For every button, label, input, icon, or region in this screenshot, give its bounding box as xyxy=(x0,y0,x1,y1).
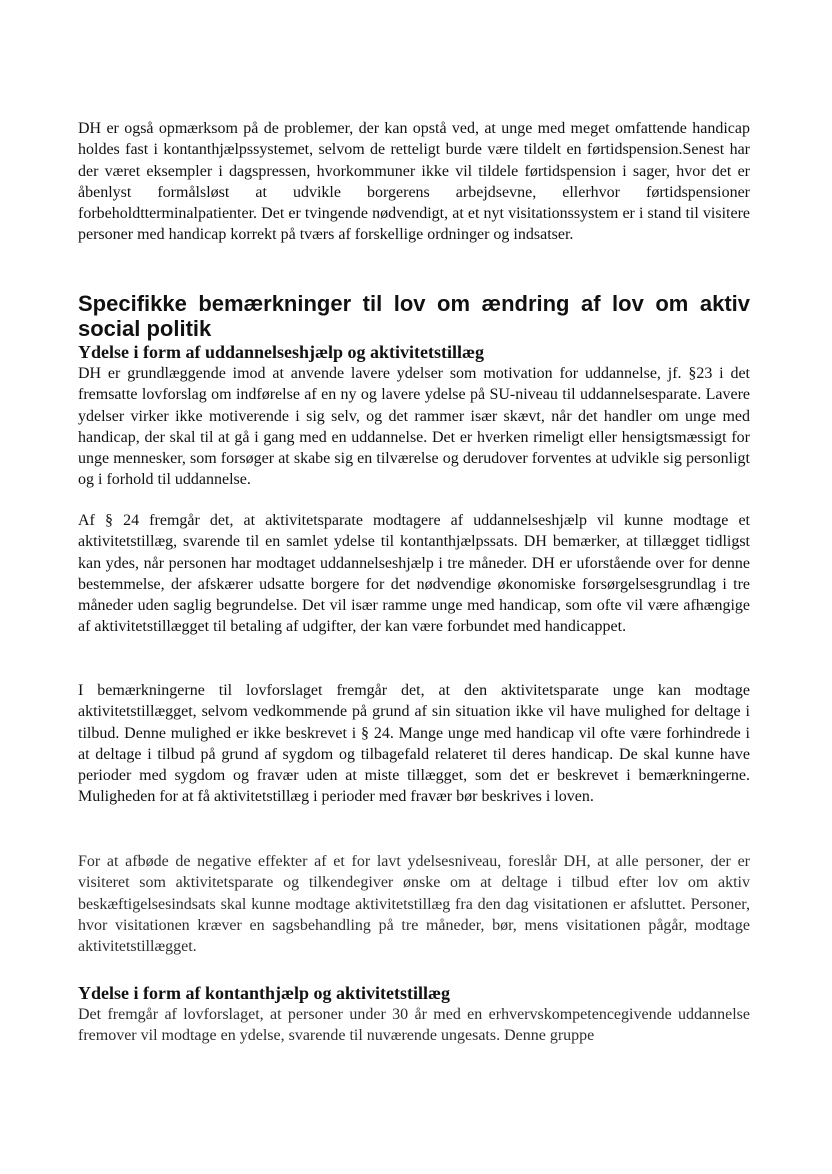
section-heading: Specifikke bemærkninger til lov om ændring af lov om aktiv social politik xyxy=(78,291,750,341)
intro-paragraph: DH er også opmærksom på de problemer, der kan opstå ved, at unge med meget omfattende handicap holdes fast i kontanthjælpssystemet, selvom de retteligt burde være tildelt en førtidspension.Senest har der været eksempler i dagspressen, hvorkommuner ikke vil tildele førtidspension i sager, hvor det er åbenlyst formålsløst at udvikle borgerens arbejdsevne, ellerhvor førtidspensioner forbeholdtterminalpatienter. Det er tvingende nødvendigt, at et nyt visitationssystem er i stand til visitere personer med handicap korrekt på tværs af forskellige ordninger og indsatser. xyxy=(78,120,750,244)
paragraph-section-24: Af § 24 fremgår det, at aktivitetsparate modtagere af uddannelseshjælp vil kunne modtage et aktivitetstillæg, svarende til en samlet ydelse til kontanthjælpssats. DH bemærker, at tillægget tidligst kan ydes, når personen har modtaget uddannelseshjælp i tre måneder. DH er uforstående over for denne bestemmelse, der afskærer udsatte borgere for det nødvendige økonomiske forsørgelsesgrundlag i tre måneder uden saglig begrundelse. Det vil især ramme unge med handicap, som ofte vil være afhængige af aktivitetstillægget til betaling af udgifter, der kan være forbundet med handicappet. xyxy=(78,512,750,636)
paragraph-remarks: I bemærkningerne til lovforslaget fremgår det, at den aktivitetsparate unge kan modtage aktivitetstillægget, selvom vedkommende på grund af sin situation ikke vil have mulighed for deltage i tilbud. Denne mulighed er ikke beskrevet i § 24. Mange unge med handicap vil ofte være forhindrede i at deltage i tilbud på grund af sygdom og tilbagefald relateret til deres handicap. De skal kunne have perioder med sygdom og fravær uden at miste tillægget, som det er beskrevet i bemærkningerne. Muligheden for at få aktivitetstillæg i perioder med fravær bør beskrives i loven. xyxy=(78,682,750,806)
subheading-kontanthjaelp: Ydelse i form af kontanthjælp og aktivitetstillæg xyxy=(78,983,450,1003)
subheading-uddannelseshjaelp: Ydelse i form af uddannelseshjælp og aktivitetstillæg xyxy=(78,342,485,362)
paragraph-lower-benefits: DH er grundlæggende imod at anvende lavere ydelser som motivation for uddannelse, jf. §23 i det fremsatte lovforslag om indførelse af en ny og lavere ydelse på SU-niveau til uddannelsesparate. Lavere ydelser virker ikke motiverende i sig selv, og det rammer især skævt, når det handler om unge med handicap, der skal til at gå i gang med en uddannelse. Det er hverken rimeligt eller hensigtsmæssigt for unge mennesker, som forsøger at skabe sig en tilværelse og derudover forventes at udvikle sig personligt og i forhold til uddannelse. xyxy=(78,365,750,489)
paragraph-proposal: For at afbøde de negative effekter af et for lavt ydelsesniveau, foreslår DH, at alle personer, der er visiteret som aktivitetsparate og tilkendegiver ønske om at deltage i tilbud efter lov om aktiv beskæftigelsesindsats skal kunne modtage aktivitetstillæg fra den dag visitationen er afsluttet. Personer, hvor visitationen kræver en sagsbehandling på tre måneder, bør, mens visitationen pågår, modtage aktivitetstillægget. xyxy=(78,853,750,956)
paragraph-under-30: Det fremgår af lovforslaget, at personer under 30 år med en erhvervskompetencegivende uddannelse fremover vil modtage en ydelse, svarende til nuværende ungesats. Denne gruppe xyxy=(78,1006,750,1045)
